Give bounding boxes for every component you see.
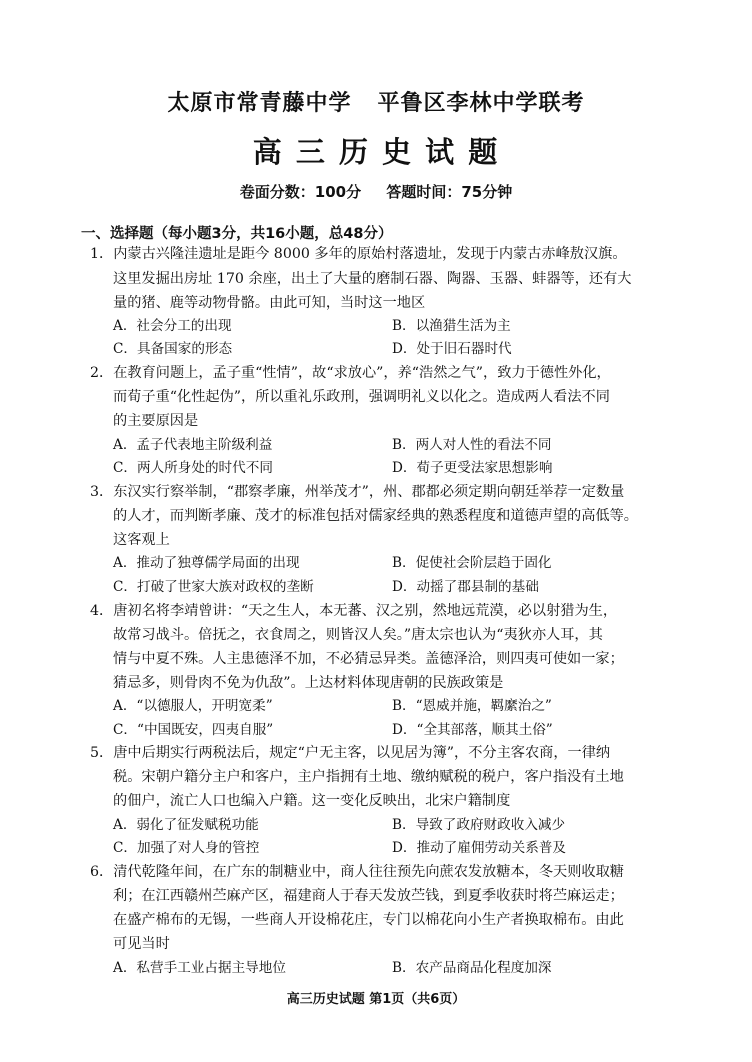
question-6-line-2: 利；在江西赣州苎麻产区，福建商人于春天发放苎钱，到夏季收获时将苎麻运走； — [113, 888, 624, 904]
question-2-line-3: 的主要原因是 — [113, 413, 199, 429]
question-2-option-c: C．两人所身处的时代不同 — [113, 460, 273, 476]
section-title: 一、选择题（每小题3分，共16小题，总48分） — [81, 226, 393, 242]
question-2-line-2: 而荀子重“化性起伪”，所以重礼乐政刑，强调明礼义以化之。造成两人看法不同 — [113, 389, 610, 405]
question-1-line-1: 1．内蒙古兴隆洼遗址是距今 8000 多年的原始村落遗址，发现于内蒙古赤峰敖汉旗。 — [90, 246, 627, 262]
question-5-option-b: B．导致了政府财政收入减少 — [392, 817, 566, 833]
question-5-option-d: D．推动了雇佣劳动关系普及 — [392, 840, 567, 856]
question-6-option-a: A．私营手工业占据主导地位 — [113, 960, 286, 976]
question-5-option-c: C．加强了对人身的管控 — [113, 840, 260, 856]
question-1-option-a: A．社会分工的出现 — [113, 318, 232, 334]
question-4-option-d: D．“全其部落，顺其土俗” — [392, 722, 553, 738]
question-5-line-3: 的佃户，流亡人口也编入户籍。这一变化反映出，北宋户籍制度 — [113, 793, 511, 809]
question-1-line-3: 量的猪、鹿等动物骨骼。由此可知，当时这一地区 — [113, 295, 426, 311]
question-1-option-b: B．以渔猎生活为主 — [392, 318, 511, 334]
exam-meta — [0, 181, 752, 202]
question-1-option-c: C．具备国家的形态 — [113, 341, 233, 357]
question-3-option-d: D．动摇了郡县制的基础 — [392, 579, 539, 595]
question-1-option-d: D．处于旧石器时代 — [392, 341, 512, 357]
question-5-option-a: A．弱化了征发赋税功能 — [113, 817, 259, 833]
question-6-option-b: B．农产品商品化程度加深 — [392, 960, 552, 976]
question-3-line-3: 这客观上 — [113, 532, 170, 548]
question-4-option-a: A．“以德服人，开明宽柔” — [113, 698, 273, 714]
question-3-option-c: C．打破了世家大族对政权的垄断 — [113, 579, 314, 595]
question-4-option-c: C．“中国既安，四夷自服” — [113, 722, 274, 738]
question-4-line-3: 情与中夏不殊。人主患德泽不加，不必猜忌异类。盖德泽洽，则四夷可使如一家； — [113, 651, 624, 667]
score-info: 卷面分数：100分 — [239, 183, 362, 201]
question-5-line-2: 税。宋朝户籍分主户和客户，主户指拥有土地、缴纳赋税的税户，客户指没有土地 — [113, 769, 624, 785]
question-4-option-b: B．“恩威并施，羁縻治之” — [392, 698, 552, 714]
time-info: 答题时间：75分钟 — [386, 183, 513, 201]
question-4-line-4: 猜忌多，则骨肉不免为仇敌”。上达材料体现唐朝的民族政策是 — [113, 675, 504, 691]
question-6-line-3: 在盛产棉布的无锡，一些商人开设棉花庄，专门以棉花向小生产者换取棉布。由此 — [113, 912, 624, 928]
question-1-line-2: 这里发掘出房址 170 余座，出土了大量的磨制石器、陶器、玉器、蚌器等，还有大 — [113, 271, 632, 287]
question-3-option-b: B．促使社会阶层趋于固化 — [392, 555, 552, 571]
question-2-option-a: A．孟子代表地主阶级利益 — [113, 437, 273, 453]
question-3-option-a: A．推动了独尊儒学局面的出现 — [113, 555, 300, 571]
question-3-line-2: 的人才，而判断孝廉、茂才的标准包括对儒家经典的熟悉程度和道德声望的高低等。 — [113, 508, 638, 524]
question-6-line-4: 可见当时 — [113, 936, 170, 952]
question-3-line-1: 3．东汉实行察举制，“郡察孝廉，州举茂才”，州、郡都必须定期向朝廷举荐一定数量 — [90, 484, 625, 500]
question-2-option-d: D．荀子更受法家思想影响 — [392, 460, 553, 476]
school-joint-exam-title: 太原市常青藤中学 平鲁区李林中学联考 — [167, 91, 585, 116]
question-2-line-1: 2．在教育问题上，孟子重“性情”，故“求放心”，养“浩然之气”，致力于德性外化， — [90, 365, 611, 381]
question-6-line-1: 6．清代乾隆年间，在广东的制糖业中，商人往往预先向蔗农发放糖本，冬天则收取糖 — [90, 864, 624, 880]
exam-title: 高 三 历 史 试 题 — [252, 135, 500, 169]
question-4-line-1: 4．唐初名将李靖曾讲：“天之生人，本无蕃、汉之别，然地远荒漠，必以射猎为生， — [90, 603, 618, 619]
question-5-line-1: 5．唐中后期实行两税法后，规定“户无主客，以见居为簿”，不分主客农商，一律纳 — [90, 745, 611, 761]
page-footer: 高三历史试题 第1页（共6页） — [286, 992, 466, 1007]
question-2-option-b: B．两人对人性的看法不同 — [392, 437, 552, 453]
question-4-line-2: 故常习战斗。倍抚之，衣食周之，则皆汉人矣。”唐太宗也认为“夷狄亦人耳，其 — [113, 627, 603, 643]
